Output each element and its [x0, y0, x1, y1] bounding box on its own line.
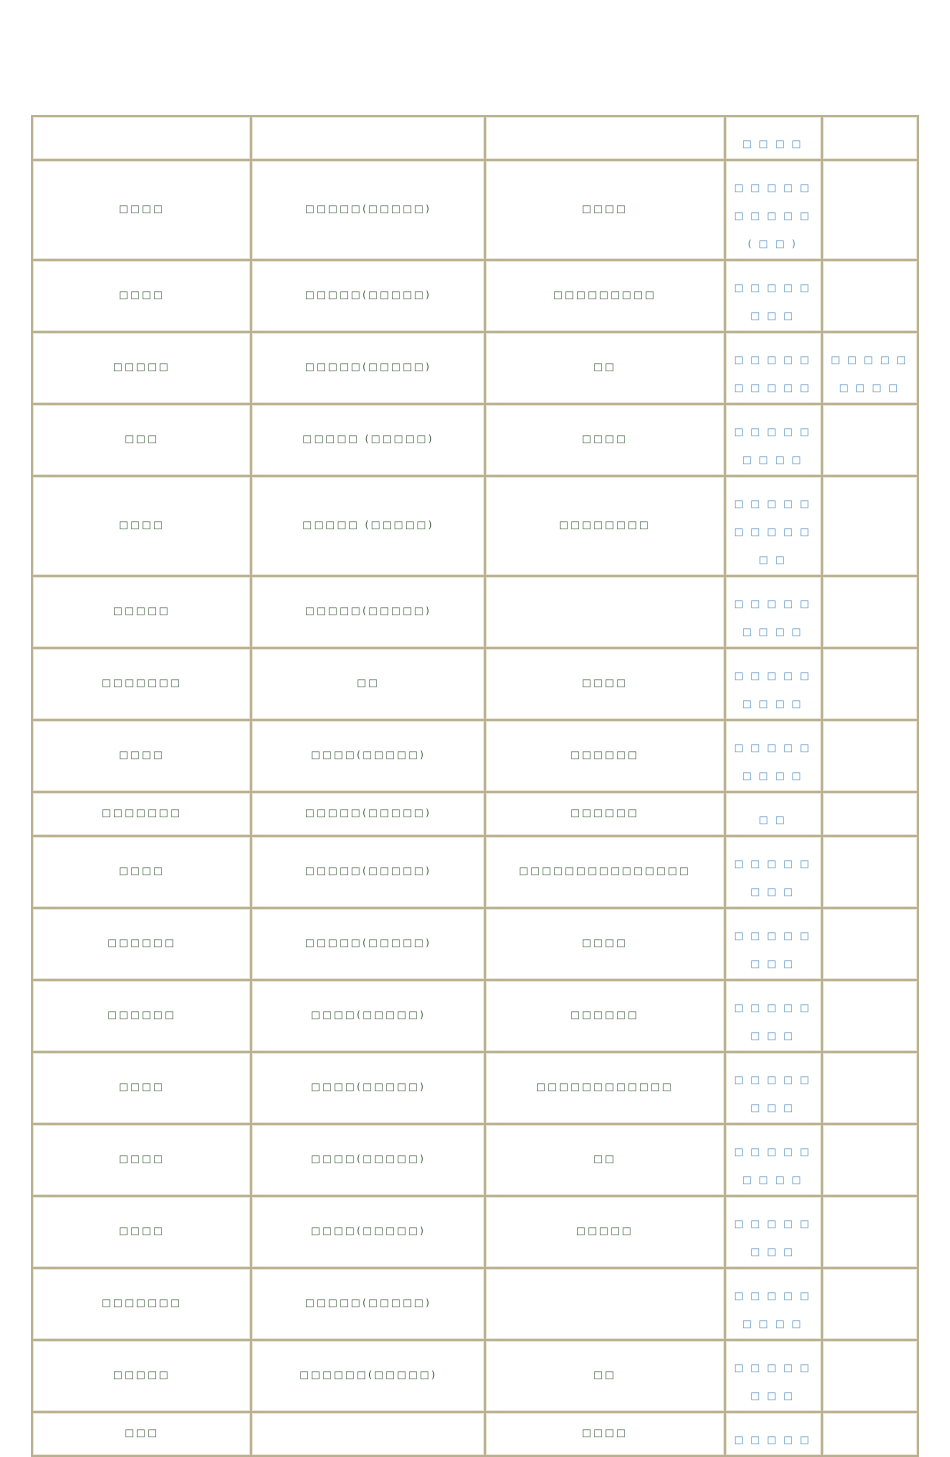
table-row	[32, 720, 918, 792]
table-cell-col5	[822, 160, 918, 260]
table-cell-col2: □□□□□(□□□□□)	[251, 1268, 485, 1340]
table-cell-col2: □□□□□(□□□□□)	[251, 260, 485, 332]
table-cell-col5	[822, 792, 918, 836]
table-cell-col2: □□□□□(□□□□□)	[251, 792, 485, 836]
table-cell-col3: □□□□	[485, 1412, 725, 1456]
table-cell-col2: □□□□□(□□□□□)	[251, 836, 485, 908]
table-cell-col3	[485, 1268, 725, 1340]
table-cell-col1: □□□□	[32, 160, 251, 260]
table-cell-col5	[822, 1340, 918, 1412]
table-cell-col1: □□□□□	[32, 576, 251, 648]
table-row	[32, 908, 918, 980]
table-cell-col2: □□□□(□□□□□)	[251, 1052, 485, 1124]
table-cell-col2: □□□□□ (□□□□□)	[251, 404, 485, 476]
table-cell-col1: □□□□	[32, 836, 251, 908]
table-cell-col2: □□□□□□(□□□□□)	[251, 1340, 485, 1412]
table-cell-col4: □□	[725, 792, 822, 836]
table-cell-col4: □□□□□ □□□	[725, 1052, 822, 1124]
table-cell-col3: □□□□	[485, 908, 725, 980]
table-cell-col1: □□□□□□□	[32, 1268, 251, 1340]
table-row	[32, 576, 918, 648]
table-cell-col4: □□□□□ □□□□□	[725, 332, 822, 404]
table-row	[32, 1196, 918, 1268]
table-cell-col4: □□□□□ □□□	[725, 908, 822, 980]
table-cell-col1: □□□□□□	[32, 980, 251, 1052]
table-cell-col3: □□□□□□□□□□□□□□□	[485, 836, 725, 908]
table-cell-col2: □□□□(□□□□□)	[251, 1124, 485, 1196]
table-cell-col4: □□□□□ □□□□	[725, 648, 822, 720]
table-body	[32, 116, 918, 1456]
table-cell-col2: □□	[251, 648, 485, 720]
table-cell-col1: □□□□	[32, 1052, 251, 1124]
table-cell-col5	[822, 836, 918, 908]
table-cell-col1: □□□	[32, 404, 251, 476]
table-cell-col3: □□□□□□	[485, 792, 725, 836]
table-cell-col4: □□□□□ □□□	[725, 1340, 822, 1412]
table-cell-col2: □□□□□(□□□□□)	[251, 160, 485, 260]
table-cell-col1: □□□□□□	[32, 908, 251, 980]
table-cell-col3	[485, 576, 725, 648]
table-cell-col4: □□□□□ □□□	[725, 260, 822, 332]
table-cell-col5	[822, 1412, 918, 1456]
table-cell-col1: □□□□	[32, 260, 251, 332]
table-cell-col3	[485, 116, 725, 160]
table-cell-col1: □□□□□	[32, 332, 251, 404]
table-cell-col4: □□□□□ □□□□	[725, 1124, 822, 1196]
table-cell-col1: □□□□	[32, 720, 251, 792]
table-cell-col2: □□□□(□□□□□)	[251, 720, 485, 792]
table-cell-col3: □□□□	[485, 648, 725, 720]
table-row	[32, 648, 918, 720]
table-cell-col1	[32, 116, 251, 160]
table-row	[32, 404, 918, 476]
table-cell-col1: □□□	[32, 1412, 251, 1456]
table-cell-col5	[822, 720, 918, 792]
table-row	[32, 332, 918, 404]
table-cell-col4: □□□□□ □□□□	[725, 576, 822, 648]
table-cell-col5	[822, 1052, 918, 1124]
table-cell-col3: □□□□□□□□□	[485, 260, 725, 332]
table-cell-col2: □□□□(□□□□□)	[251, 980, 485, 1052]
table-cell-col5	[822, 980, 918, 1052]
table-row	[32, 1340, 918, 1412]
table-cell-col3: □□□□□	[485, 1196, 725, 1268]
table-row	[32, 1052, 918, 1124]
table-cell-col5	[822, 404, 918, 476]
table-row	[32, 476, 918, 576]
table-row	[32, 792, 918, 836]
table-cell-col2: □□□□□(□□□□□)	[251, 576, 485, 648]
table-cell-col3: □□□□	[485, 404, 725, 476]
table-cell-col3: □□□□□□□□□□□□	[485, 1052, 725, 1124]
table-cell-col1: □□□□□□□	[32, 792, 251, 836]
table-cell-col4: □□□□□ □□□	[725, 836, 822, 908]
table-cell-col4: □□□□□ □□□□	[725, 1268, 822, 1340]
table-cell-col2	[251, 1412, 485, 1456]
table-row	[32, 1124, 918, 1196]
table-cell-col2: □□□□□(□□□□□)	[251, 908, 485, 980]
table-row	[32, 260, 918, 332]
table-cell-col5	[822, 1124, 918, 1196]
table-cell-col4: □□□□□ □□□	[725, 1196, 822, 1268]
table-cell-col5	[822, 1268, 918, 1340]
table-cell-col2: □□□□□(□□□□□)	[251, 332, 485, 404]
table-cell-col4: □□□□□ □□□□	[725, 404, 822, 476]
table-cell-col5	[822, 260, 918, 332]
table-cell-col3: □□□□	[485, 160, 725, 260]
table-cell-col1: □□□□	[32, 1124, 251, 1196]
table-cell-col2	[251, 116, 485, 160]
table-cell-col4: □□□□□ □□□	[725, 980, 822, 1052]
table-cell-col5	[822, 476, 918, 576]
table-cell-col5: □□□□□ □□□□	[822, 332, 918, 404]
table-cell-col4: □□□□□	[725, 1412, 822, 1456]
table-row	[32, 160, 918, 260]
table-cell-col3: □□	[485, 332, 725, 404]
table-cell-col2: □□□□(□□□□□)	[251, 1196, 485, 1268]
table-cell-col5	[822, 1196, 918, 1268]
table-cell-col4: □□□□□ □□□□□ (□□)	[725, 160, 822, 260]
table-row	[32, 1412, 918, 1456]
table-row	[32, 116, 918, 160]
document-table	[31, 115, 919, 1457]
table-cell-col3: □□□□□□□□	[485, 476, 725, 576]
table-cell-col3: □□	[485, 1340, 725, 1412]
table-cell-col2: □□□□□ (□□□□□)	[251, 476, 485, 576]
table-cell-col5	[822, 116, 918, 160]
table-cell-col3: □□□□□□	[485, 720, 725, 792]
table-cell-col1: □□□□□	[32, 1340, 251, 1412]
table-cell-col4: □□□□□ □□□□	[725, 720, 822, 792]
table-cell-col3: □□	[485, 1124, 725, 1196]
table-cell-col4: □□□□	[725, 116, 822, 160]
table-cell-col3: □□□□□□	[485, 980, 725, 1052]
table-cell-col5	[822, 648, 918, 720]
table-row	[32, 980, 918, 1052]
table-row	[32, 836, 918, 908]
table-cell-col5	[822, 908, 918, 980]
table-cell-col4: □□□□□ □□□□□ □□	[725, 476, 822, 576]
table-row	[32, 1268, 918, 1340]
table-cell-col1: □□□□	[32, 476, 251, 576]
table-cell-col1: □□□□	[32, 1196, 251, 1268]
table-cell-col1: □□□□□□□	[32, 648, 251, 720]
table-cell-col5	[822, 576, 918, 648]
